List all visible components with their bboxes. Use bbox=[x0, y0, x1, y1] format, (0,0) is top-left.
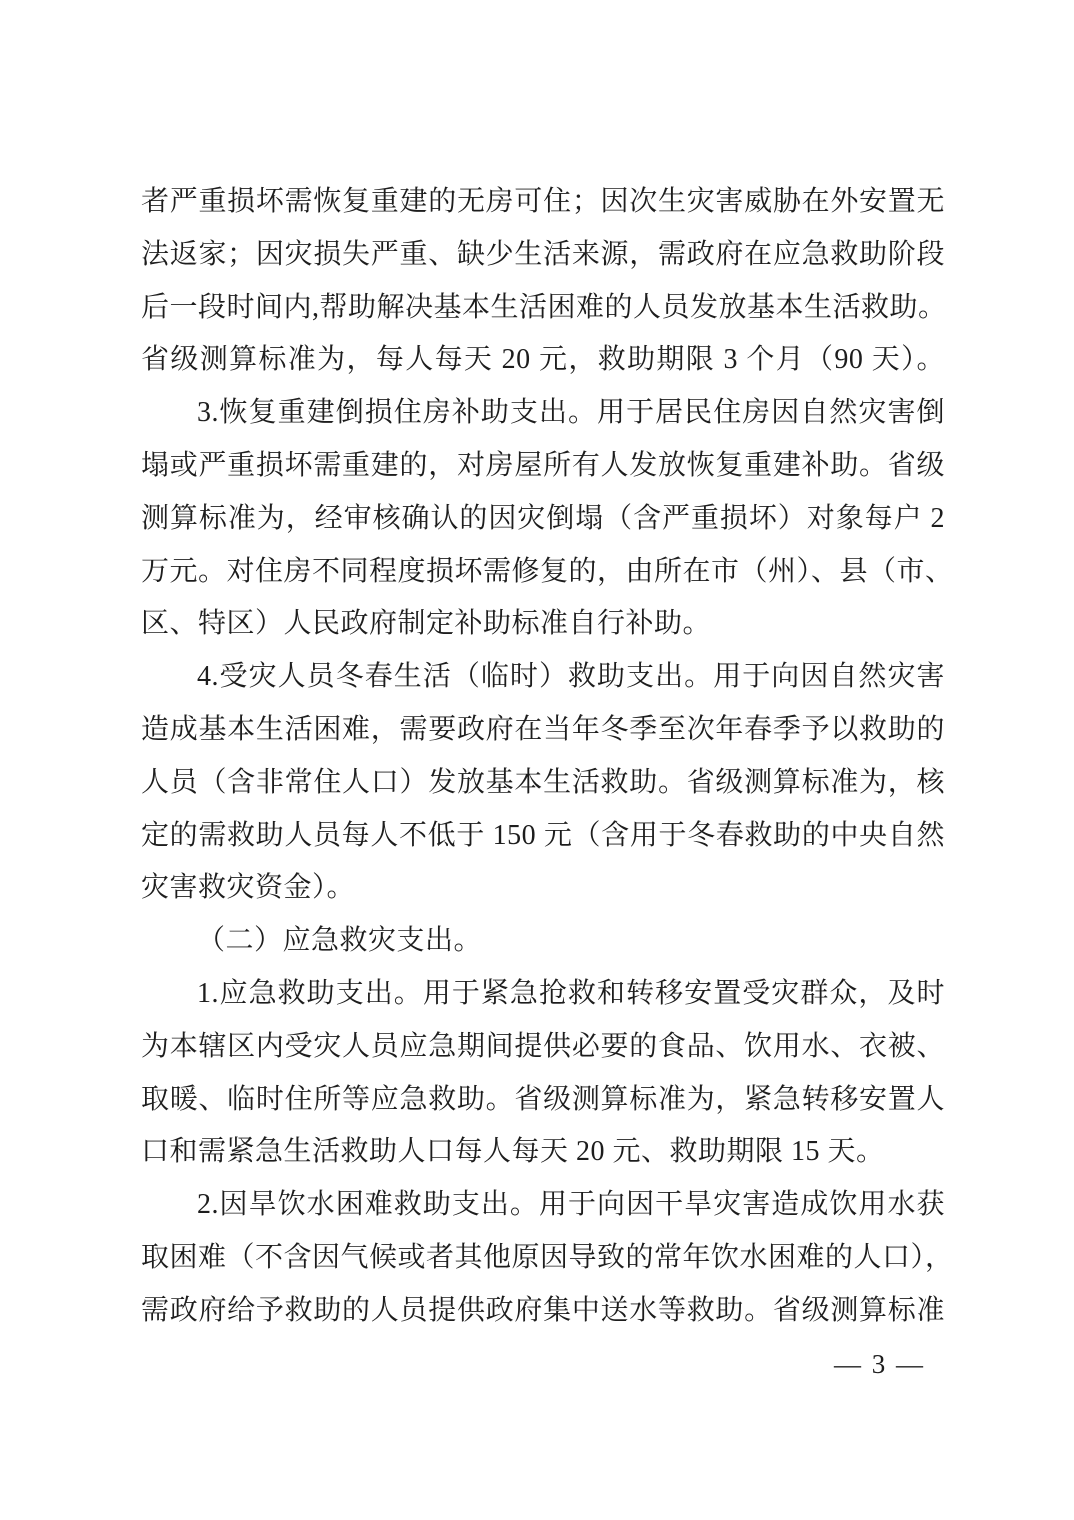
text-line: 人员（含非常住人口）发放基本生活救助。省级测算标准为，核 bbox=[141, 766, 945, 798]
text-line: 取困难（不含因气候或者其他原因导致的常年饮水困难的人口）， bbox=[141, 1241, 954, 1273]
text-line: 2.因旱饮水困难救助支出。用于向因干旱灾害造成饮用水获 bbox=[197, 1189, 945, 1221]
text-line: 者严重损坏需恢复重建的无房可住；因次生灾害威胁在外安置无 bbox=[141, 186, 945, 217]
text-line: 造成基本生活困难，需要政府在当年冬季至次年春季予以救助的 bbox=[141, 713, 945, 745]
text-line: 法返家；因灾损失严重、缺少生活来源，需政府在应急救助阶段 bbox=[141, 238, 945, 270]
text-line: 需政府给予救助的人员提供政府集中送水等救助。省级测算标准 bbox=[141, 1294, 945, 1326]
text-line: 定的需救助人员每人不低于 150 元（含用于冬春救助的中央自然 bbox=[141, 819, 945, 851]
text-line: 口和需紧急生活救助人口每人每天 20 元、救助期限 15 天。 bbox=[141, 1136, 885, 1168]
text-line: 灾害救灾资金）。 bbox=[141, 872, 356, 904]
text-line: 省级测算标准为，每人每天 20 元，救助期限 3 个月（90 天）。 bbox=[141, 344, 945, 376]
page-number: — 3 — bbox=[834, 1349, 925, 1379]
text-line: 塌或严重损坏需重建的，对房屋所有人发放恢复重建补助。省级 bbox=[141, 449, 945, 481]
text-line: 万元。对住房不同程度损坏需修复的，由所在市（州）、县（市、 bbox=[141, 555, 954, 587]
text-line: 为本辖区内受灾人员应急期间提供必要的食品、饮用水、衣被、 bbox=[141, 1030, 945, 1062]
text-line: 4.受灾人员冬春生活（临时）救助支出。用于向因自然灾害 bbox=[197, 661, 945, 693]
text-line: 取暖、临时住所等应急救助。省级测算标准为，紧急转移安置人 bbox=[141, 1083, 945, 1115]
text-line: （二）应急救灾支出。 bbox=[197, 925, 483, 957]
text-line: 1.应急救助支出。用于紧急抢救和转移安置受灾群众，及时 bbox=[197, 977, 945, 1009]
text-line: 后一段时间内,帮助解决基本生活困难的人员发放基本生活救助。 bbox=[141, 291, 947, 323]
text-line: 区、特区）人民政府制定补助标准自行补助。 bbox=[141, 608, 712, 640]
text-line: 测算标准为，经审核确认的因灾倒塌（含严重损坏）对象每户 2 bbox=[141, 502, 945, 534]
text-line: 3.恢复重建倒损住房补助支出。用于居民住房因自然灾害倒 bbox=[197, 397, 945, 429]
document-body bbox=[141, 176, 954, 1338]
